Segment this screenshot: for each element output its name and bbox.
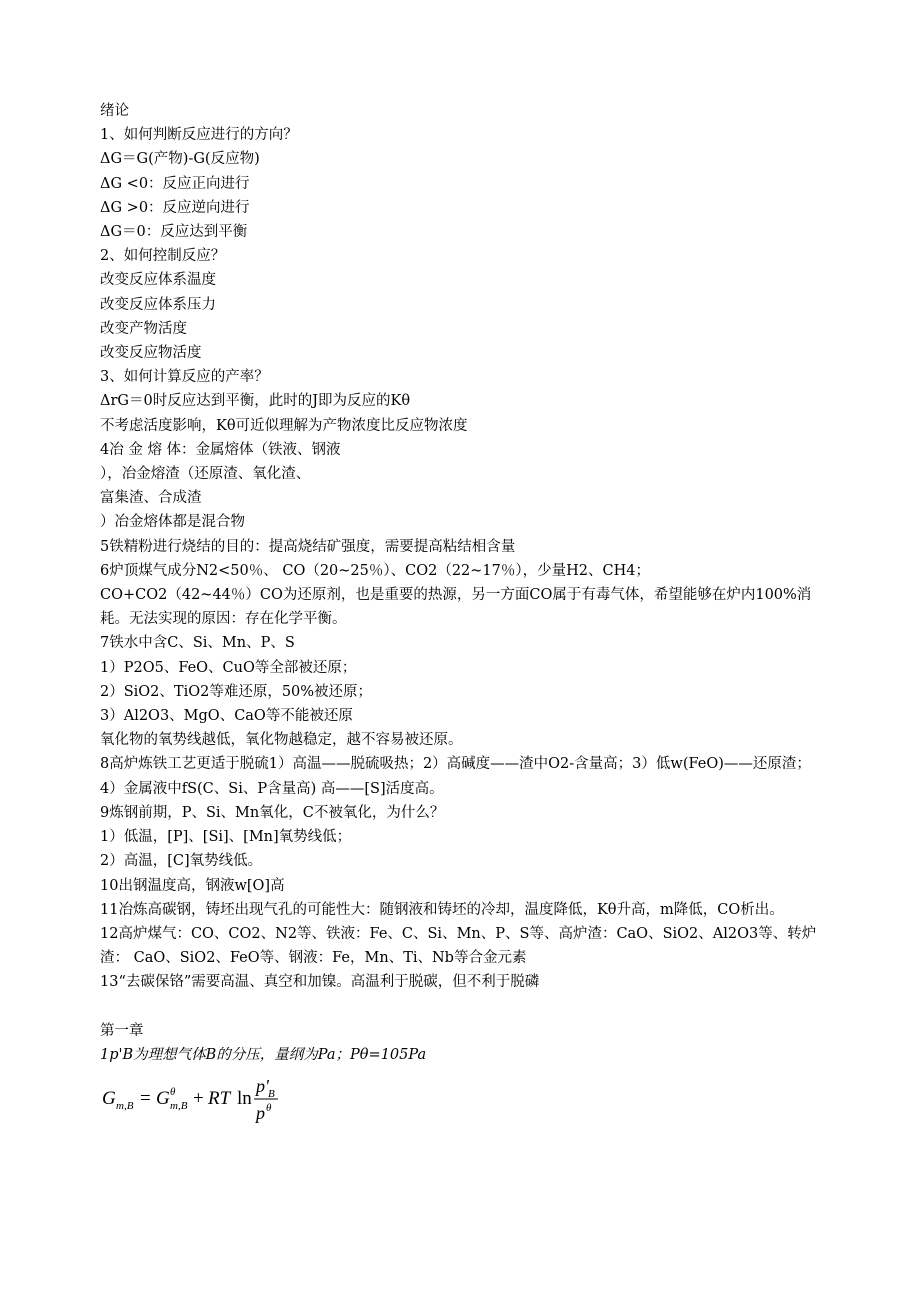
question-1: 1、如何判断反应进行的方向？ <box>100 127 298 144</box>
item-9: 9炼钢前期，P、Si、Mn氧化，C不被氧化，为什么？ <box>100 804 445 821</box>
item-4: 4冶 金 熔 体：金属熔体（铁液、钢液 <box>100 441 341 458</box>
formula-ln: ln <box>237 1087 252 1109</box>
text-line: 改变反应体系温度 <box>100 272 216 289</box>
question-3: 3、如何计算反应的产率？ <box>100 369 269 386</box>
formula-lhs-sub: m,B <box>116 1099 134 1112</box>
text-line: ΔG＝G(产物)-G(反应物) <box>100 151 260 168</box>
blank-line <box>100 995 824 1019</box>
formula-plus: + <box>193 1087 204 1109</box>
item-13: 13“去碳保铬”需要高温、真空和加镍。高温利于脱碳，但不利于脱磷 <box>100 974 540 991</box>
item-5: 5铁精粉进行烧结的目的：提高烧结矿强度，需要提高粘结相含量 <box>100 538 516 555</box>
text-line: ΔG＝0：反应达到平衡 <box>100 224 248 241</box>
text-line: ΔG >0：反应逆向进行 <box>100 199 250 216</box>
item-10: 10出钢温度高，钢液w[O]高 <box>100 877 285 894</box>
formula-denominator-sup: θ <box>266 1101 272 1114</box>
text-line: 富集渣、合成渣 <box>100 490 202 507</box>
text-line: ），冶金熔渣（还原渣、氧化渣、 <box>100 466 311 483</box>
item-11: 11冶炼高碳钢，铸坯出现气孔的可能性大：随钢液和铸坯的冷却，温度降低，Kθ升高，m降低，CO析出。 <box>100 901 784 918</box>
text-line: 氧化物的氧势线越低，氧化物越稳定，越不容易被还原。 <box>100 732 463 749</box>
text-line: 1）低温，[P]、[Si]、[Mn]氧势线低； <box>100 829 352 846</box>
text-line: 1）P2O5、FeO、CuO等全部被还原； <box>100 659 357 676</box>
formula-denominator: p <box>256 1102 265 1123</box>
formula-g-sub: m,B <box>170 1099 188 1112</box>
chapter-line: 1p'B为理想气体B的分压，量纲为Pa；Pθ=105Pa <box>100 1046 427 1063</box>
item-6: 6炉顶煤气成分N2<50％、 CO（20~25％）、CO2（22~17％），少量H2、CH4； <box>100 562 650 579</box>
text-line: ΔrG＝0时反应达到平衡，此时的J即为反应的Kθ <box>100 393 411 410</box>
text-line: ）冶金熔体都是混合物 <box>100 514 245 531</box>
formula-rt: RT <box>208 1087 231 1109</box>
text-line: 2）SiO2、TiO2等难还原，50%被还原； <box>100 683 373 700</box>
text-line: 2）高温，[C]氧势线低。 <box>100 853 263 870</box>
text-line: 3）Al2O3、MgO、CaO等不能被还原 <box>100 708 353 725</box>
formula-equals: = <box>140 1087 151 1109</box>
formula-numerator: p' <box>256 1075 269 1096</box>
document-body <box>100 99 824 1135</box>
text-line: 不考虑活度影响，Kθ可近似理解为产物浓度比反应物浓度 <box>100 417 468 434</box>
formula-lhs: G <box>102 1087 116 1109</box>
text-line: ΔG <0：反应正向进行 <box>100 175 250 192</box>
gibbs-formula <box>100 1071 824 1135</box>
formula-g-sup: θ <box>170 1085 176 1098</box>
text-line: 改变产物活度 <box>100 320 187 337</box>
item-8: 8高炉炼铁工艺更适于脱硫1）高温——脱硫吸热；2）高碱度——渣中O2-含量高；3）低w(FeO)——还原渣；4）金属液中fS(C、Si、P含量高) 高——[S]活度高。 <box>100 756 811 797</box>
heading-introduction: 绪论 <box>100 103 129 119</box>
text-line: 改变反应体系压力 <box>100 296 216 313</box>
item-12: 12高炉煤气：CO、CO2、N2等、铁液：Fe、C、Si、Mn、P、S等、高炉渣：CaO、SiO2、Al2O3等、转炉渣： CaO、SiO2、FeO等、钢液：Fe，Mn、Ti、Nb等合金元素 <box>100 925 817 967</box>
question-2: 2、如何控制反应？ <box>100 248 226 265</box>
formula-numerator-sub: B <box>268 1087 275 1100</box>
item-7: 7铁水中含C、Si、Mn、P、S <box>100 635 295 652</box>
text-line: 改变反应物活度 <box>100 345 202 362</box>
formula-graphic <box>100 1071 340 1135</box>
text-paragraph: CO+CO2（42~44％）CO为还原剂，也是重要的热源，另一方面CO属于有毒气体，希望能够在炉内100%消耗。无法实现的原因：存在化学平衡。 <box>100 587 812 628</box>
chapter-title: 第一章 <box>100 1022 144 1039</box>
formula-g: G <box>156 1087 170 1109</box>
